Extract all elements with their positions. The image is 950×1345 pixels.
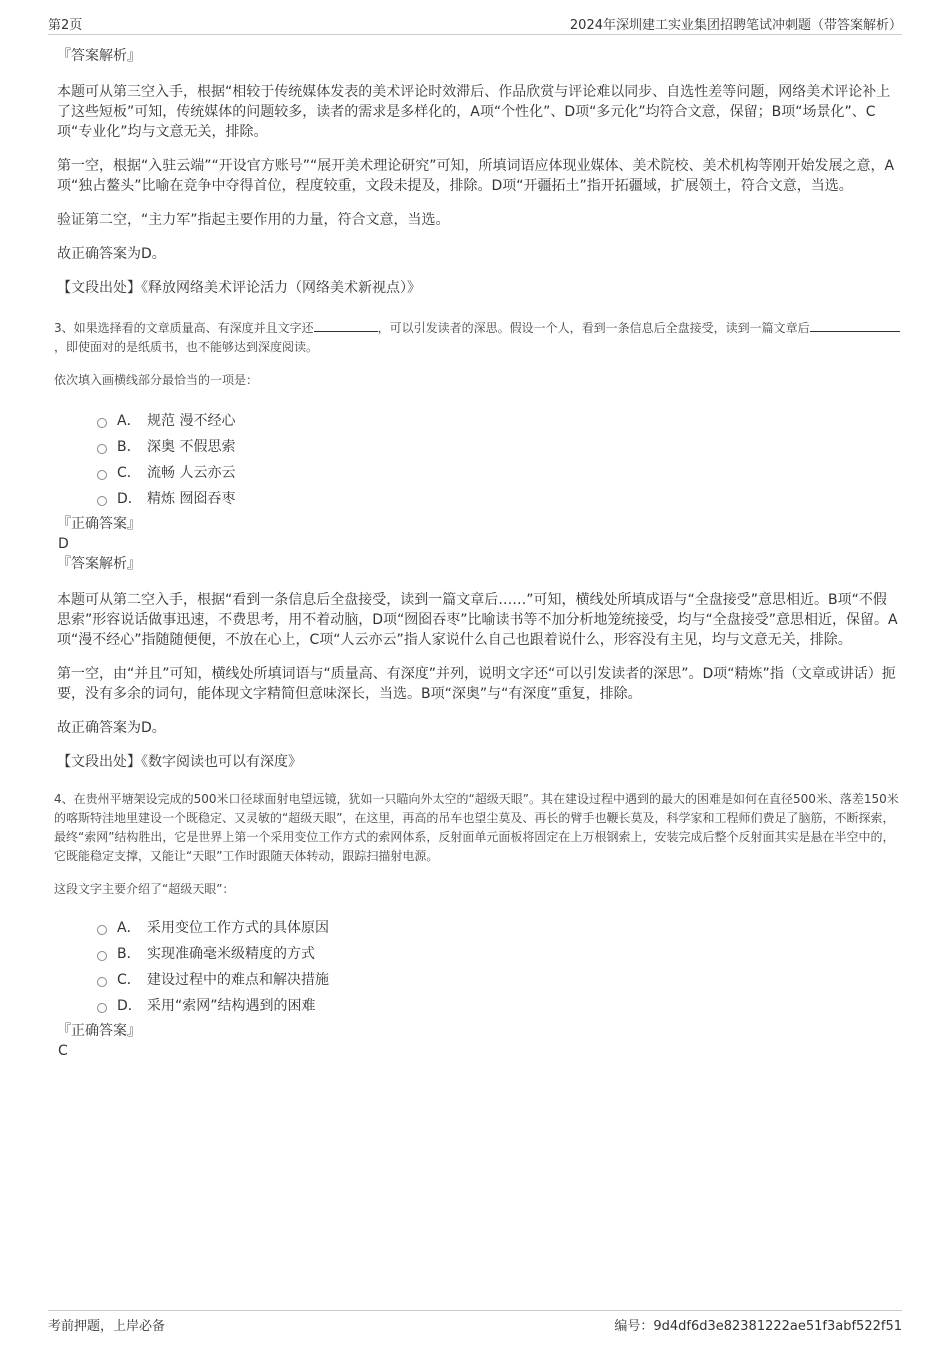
question-stem <box>54 318 900 357</box>
option-letter: D． <box>117 491 142 507</box>
page-footer <box>48 1310 902 1337</box>
option-letter: C． <box>117 972 141 988</box>
page-header <box>48 14 902 35</box>
option-text: 采用变位工作方式的具体原因 <box>147 920 329 936</box>
option-text: 流畅 人云亦云 <box>147 465 236 481</box>
page-number: 第2页 <box>48 18 83 33</box>
correct-answer-tag: 『正确答案』 <box>57 1023 141 1039</box>
radio-icon[interactable] <box>97 418 107 428</box>
question-instruction: 这段文字主要介绍了“超级天眼”： <box>54 882 235 896</box>
radio-icon[interactable] <box>97 496 107 506</box>
option-letter: A． <box>117 920 141 936</box>
answer-conclusion: 故正确答案为D。 <box>57 246 166 262</box>
radio-icon[interactable] <box>97 951 107 961</box>
analysis-tag: 『答案解析』 <box>57 48 141 64</box>
option-b[interactable] <box>97 434 900 460</box>
analysis-paragraph: 第一空，根据“入驻云端”“开设官方账号”“展开美术理论研究”可知，所填词语应体现业媒体、美术院校、美术机构等刚开始发展之意，A项“独占鳌头”比喻在竞争中夺得首位，程度较重，文段未提及，排除。D项“开疆拓土”指开拓疆域，扩展领土，符合文意，当选。 <box>57 158 895 194</box>
analysis-paragraph: 验证第二空，“主力军”指起主要作用的力量，符合文意，当选。 <box>57 212 450 228</box>
analysis-paragraph: 第一空，由“并且”可知，横线处所填词语与“质量高、有深度”并列，说明文字还“可以引发读者的深思”。D项“精炼”指（文章或讲话）扼要，没有多余的词句，能体现文字精简但意味深长，当选。B项“深奥”与“有深度”重复，排除。 <box>57 666 896 702</box>
option-letter: C． <box>117 465 141 481</box>
option-letter: A． <box>117 413 141 429</box>
analysis-paragraph: 本题可从第二空入手，根据“看到一条信息后全盘接受，读到一篇文章后……”可知，横线处所填成语与“全盘接受”意思相近。B项“不假思索”形容说话做事迅速，不费思考，用不着动脑，D项“囫囵吞枣”比喻读书等不加分析地笼统接受，均与“全盘接受”意思相近，保留。A项“漫不经心”指随随便便，不放在心上，C项“人云亦云”指人家说什么自己也跟着说什么，形容没有主见，均与文意无关，排除。 <box>57 592 898 648</box>
option-a[interactable] <box>97 408 900 434</box>
footer-slogan: 考前押题，上岸必备 <box>48 1319 166 1334</box>
option-c[interactable] <box>97 967 900 993</box>
page-content <box>54 44 900 1061</box>
option-d[interactable] <box>97 993 900 1019</box>
stem-text: ，可以引发读者的深思。假设一个人，看到一条信息后全盘接受，读到一篇文章后 <box>377 321 810 335</box>
option-b[interactable] <box>97 941 900 967</box>
radio-icon[interactable] <box>97 444 107 454</box>
option-a[interactable] <box>97 915 900 941</box>
option-letter: B． <box>117 439 141 455</box>
stem-text: 3、如果选择看的文章质量高、有深度并且文字还 <box>54 321 314 335</box>
option-list <box>97 915 900 1019</box>
fill-blank <box>810 318 900 332</box>
analysis-paragraph: 本题可从第三空入手，根据“相较于传统媒体发表的美术评论时效滞后、作品欣赏与评论难以同步、自选性差等问题，网络美术评论补上了这些短板”可知，传统媒体的问题较多，读者的需求是多样化的，A项“个性化”、D项“多元化”均符合文意，保留；B项“场景化”、C项“专业化”均与文意无关，排除。 <box>57 84 891 140</box>
option-text: 精炼 囫囵吞枣 <box>147 491 236 507</box>
option-d[interactable] <box>97 486 900 512</box>
correct-answer-tag: 『正确答案』 <box>57 516 141 532</box>
correct-answer: D <box>58 536 69 552</box>
option-list <box>97 408 900 512</box>
option-text: 建设过程中的难点和解决措施 <box>147 972 329 988</box>
radio-icon[interactable] <box>97 1003 107 1013</box>
question-stem: 4、在贵州平塘架设完成的500米口径球面射电望远镜，犹如一只瞄向外太空的“超级天眼”。其在建设过程中遇到的最大的困难是如何在直径500米、落差150米的喀斯特洼地里建设一个既稳定、又灵敏的“超级天眼”，在这里，再高的吊车也望尘莫及、再长的臂手也鞭长莫及，科学家和工程师们费足了脑筋，不断探索，最终“索网”结构胜出，它是世界上第一个采用变位工作方式的索网体系，反射面单元面板将固定在上万根钢索上，安装完成后整个反射面其实是悬在半空中的，它既能稳定支撑，又能让“天眼”工作时跟随天体转动，跟踪扫描射电源。 <box>54 792 899 863</box>
option-letter: B． <box>117 946 141 962</box>
option-text: 深奥 不假思索 <box>147 439 236 455</box>
fill-blank <box>314 318 378 332</box>
option-letter: D． <box>117 998 142 1014</box>
answer-conclusion: 故正确答案为D。 <box>57 720 166 736</box>
correct-answer: C <box>58 1043 68 1059</box>
option-text: 采用“索网”结构遇到的困难 <box>147 998 316 1014</box>
radio-icon[interactable] <box>97 977 107 987</box>
document-title: 2024年深圳建工实业集团招聘笔试冲刺题（带答案解析） <box>569 18 902 33</box>
document-id: 编号：9d4df6d3e82381222ae51f3abf522f51 <box>614 1319 902 1334</box>
option-text: 规范 漫不经心 <box>147 413 236 429</box>
analysis-tag: 『答案解析』 <box>57 556 141 572</box>
question-instruction: 依次填入画横线部分最恰当的一项是： <box>54 373 259 387</box>
option-c[interactable] <box>97 460 900 486</box>
source-citation: 【文段出处】《数字阅读也可以有深度》 <box>57 754 302 770</box>
radio-icon[interactable] <box>97 925 107 935</box>
stem-text: ，即使面对的是纸质书，也不能够达到深度阅读。 <box>54 340 319 354</box>
source-citation: 【文段出处】《释放网络美术评论活力（网络美术新视点）》 <box>57 280 421 296</box>
radio-icon[interactable] <box>97 470 107 480</box>
option-text: 实现准确毫米级精度的方式 <box>147 946 315 962</box>
